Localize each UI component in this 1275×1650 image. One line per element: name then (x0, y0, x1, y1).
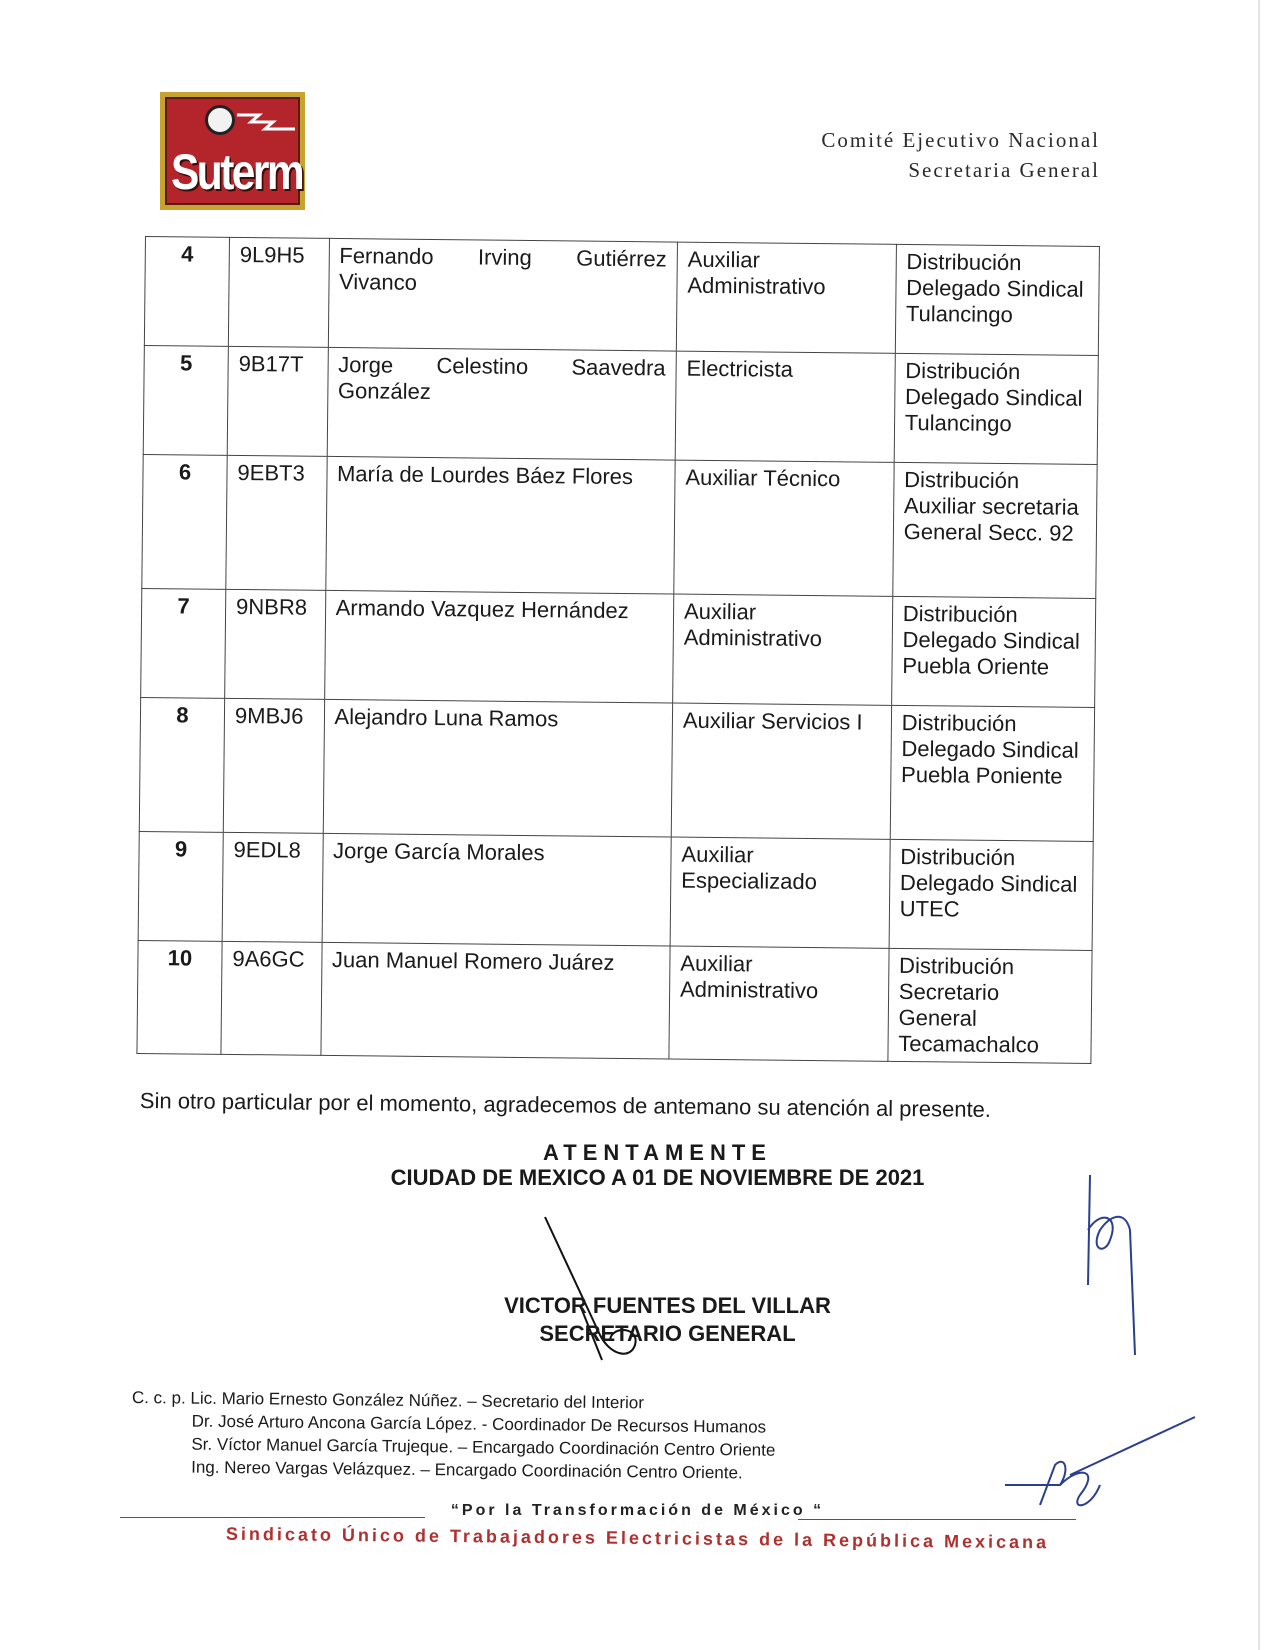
cc-line: C. c. p. Lic. Mario Ernesto González Núñez. – Secretario del Interior (131, 1387, 645, 1413)
table-row (144, 237, 1099, 356)
row-number: 7 (141, 588, 226, 698)
employee-code: 9EDL8 (222, 832, 323, 942)
assignment: Distribución Delegado Sindical Tulancingo (894, 353, 1098, 464)
lightning-bolt-icon (237, 111, 297, 131)
employee-name: Alejandro Luna Ramos (323, 699, 673, 837)
job-title: Auxiliar Administrativo (676, 242, 896, 353)
row-number: 5 (143, 345, 228, 455)
employee-name: Jorge Celestino Saavedra González (327, 347, 677, 460)
footer-union-name: Sindicato Único de Trabajadores Electricistas de la República Mexicana (225, 1523, 1050, 1553)
carbon-copy-list (131, 1386, 776, 1485)
table-row (142, 454, 1097, 598)
employee-code: 9EBT3 (226, 455, 327, 590)
personnel-table (136, 236, 1100, 1064)
signer-title: SECRETARIO GENERAL (539, 1321, 796, 1346)
closing-sentence: Sin otro particular por el momento, agradecemos de antemano su atención al presente. (139, 1088, 992, 1122)
cc-line: Sr. Víctor Manuel García Trujeque. – Encargado Coordinación Centro Oriente (191, 1434, 776, 1460)
employee-name: Jorge García Morales (322, 833, 672, 946)
job-title: Auxiliar Especializado (670, 837, 890, 948)
logo-text: Suterm (171, 144, 303, 200)
sign-off: ATENTAMENTE (543, 1140, 772, 1165)
table-row (143, 345, 1098, 464)
employee-code: 9A6GC (221, 941, 322, 1055)
employee-code: 9MBJ6 (223, 698, 324, 833)
job-title: Auxiliar Técnico (674, 460, 894, 596)
row-number: 9 (138, 831, 223, 941)
row-number: 6 (142, 454, 227, 589)
page-edge (1258, 0, 1260, 1650)
employee-code: 9B17T (227, 346, 328, 456)
gear-emblem-icon (205, 105, 235, 135)
margin-initials-bottom (1000, 1415, 1200, 1515)
cc-line: Ing. Nereo Vargas Velázquez. – Encargado Coordinación Centro Oriente. (191, 1457, 743, 1483)
employee-name: Juan Manuel Romero Juárez (320, 942, 670, 1059)
table-row (138, 831, 1093, 950)
job-title: Auxiliar Administrativo (669, 946, 889, 1061)
committee-name: Comité Ejecutivo Nacional (821, 128, 1100, 152)
assignment: Distribución Delegado Sindical Puebla Poniente (890, 705, 1095, 841)
employee-name: Armando Vazquez Hernández (324, 590, 674, 703)
place-date: CIUDAD DE MEXICO A 01 DE NOVIEMBRE DE 2021 (390, 1165, 925, 1190)
table-row (137, 940, 1092, 1063)
row-number: 10 (137, 940, 222, 1054)
assignment: Distribución Secretario General Tecamachalco (888, 948, 1092, 1063)
employee-name: Fernando Irving Gutiérrez Vivanco (328, 238, 678, 351)
job-title: Auxiliar Servicios I (671, 703, 891, 839)
employee-code: 9L9H5 (228, 237, 329, 347)
assignment: Distribución Delegado Sindical Puebla Oriente (891, 596, 1095, 707)
assignment: Distribución Delegado Sindical Tulancingo (895, 244, 1099, 355)
assignment: Distribución Delegado Sindical UTEC (889, 839, 1093, 950)
footer-motto: “Por la Transformación de México “ (450, 1502, 825, 1519)
employee-code: 9NBR8 (225, 589, 326, 699)
margin-initials-top (1080, 1170, 1155, 1360)
table-row (141, 588, 1096, 707)
row-number: 8 (139, 697, 224, 832)
job-title: Auxiliar Administrativo (673, 594, 893, 705)
assignment: Distribución Auxiliar secretaria General Secc. 92 (893, 462, 1098, 598)
office-name: Secretaria General (908, 158, 1100, 182)
letterhead (821, 125, 1100, 185)
employee-name: María de Lourdes Báez Flores (325, 456, 675, 594)
cc-line: Dr. José Arturo Ancona García López. - Coordinador De Recursos Humanos (191, 1411, 767, 1437)
signer-name: VICTOR FUENTES DEL VILLAR (504, 1293, 831, 1318)
job-title: Electricista (675, 351, 895, 462)
table-row (139, 697, 1094, 841)
row-number: 4 (144, 237, 229, 347)
suterm-logo (160, 92, 305, 210)
